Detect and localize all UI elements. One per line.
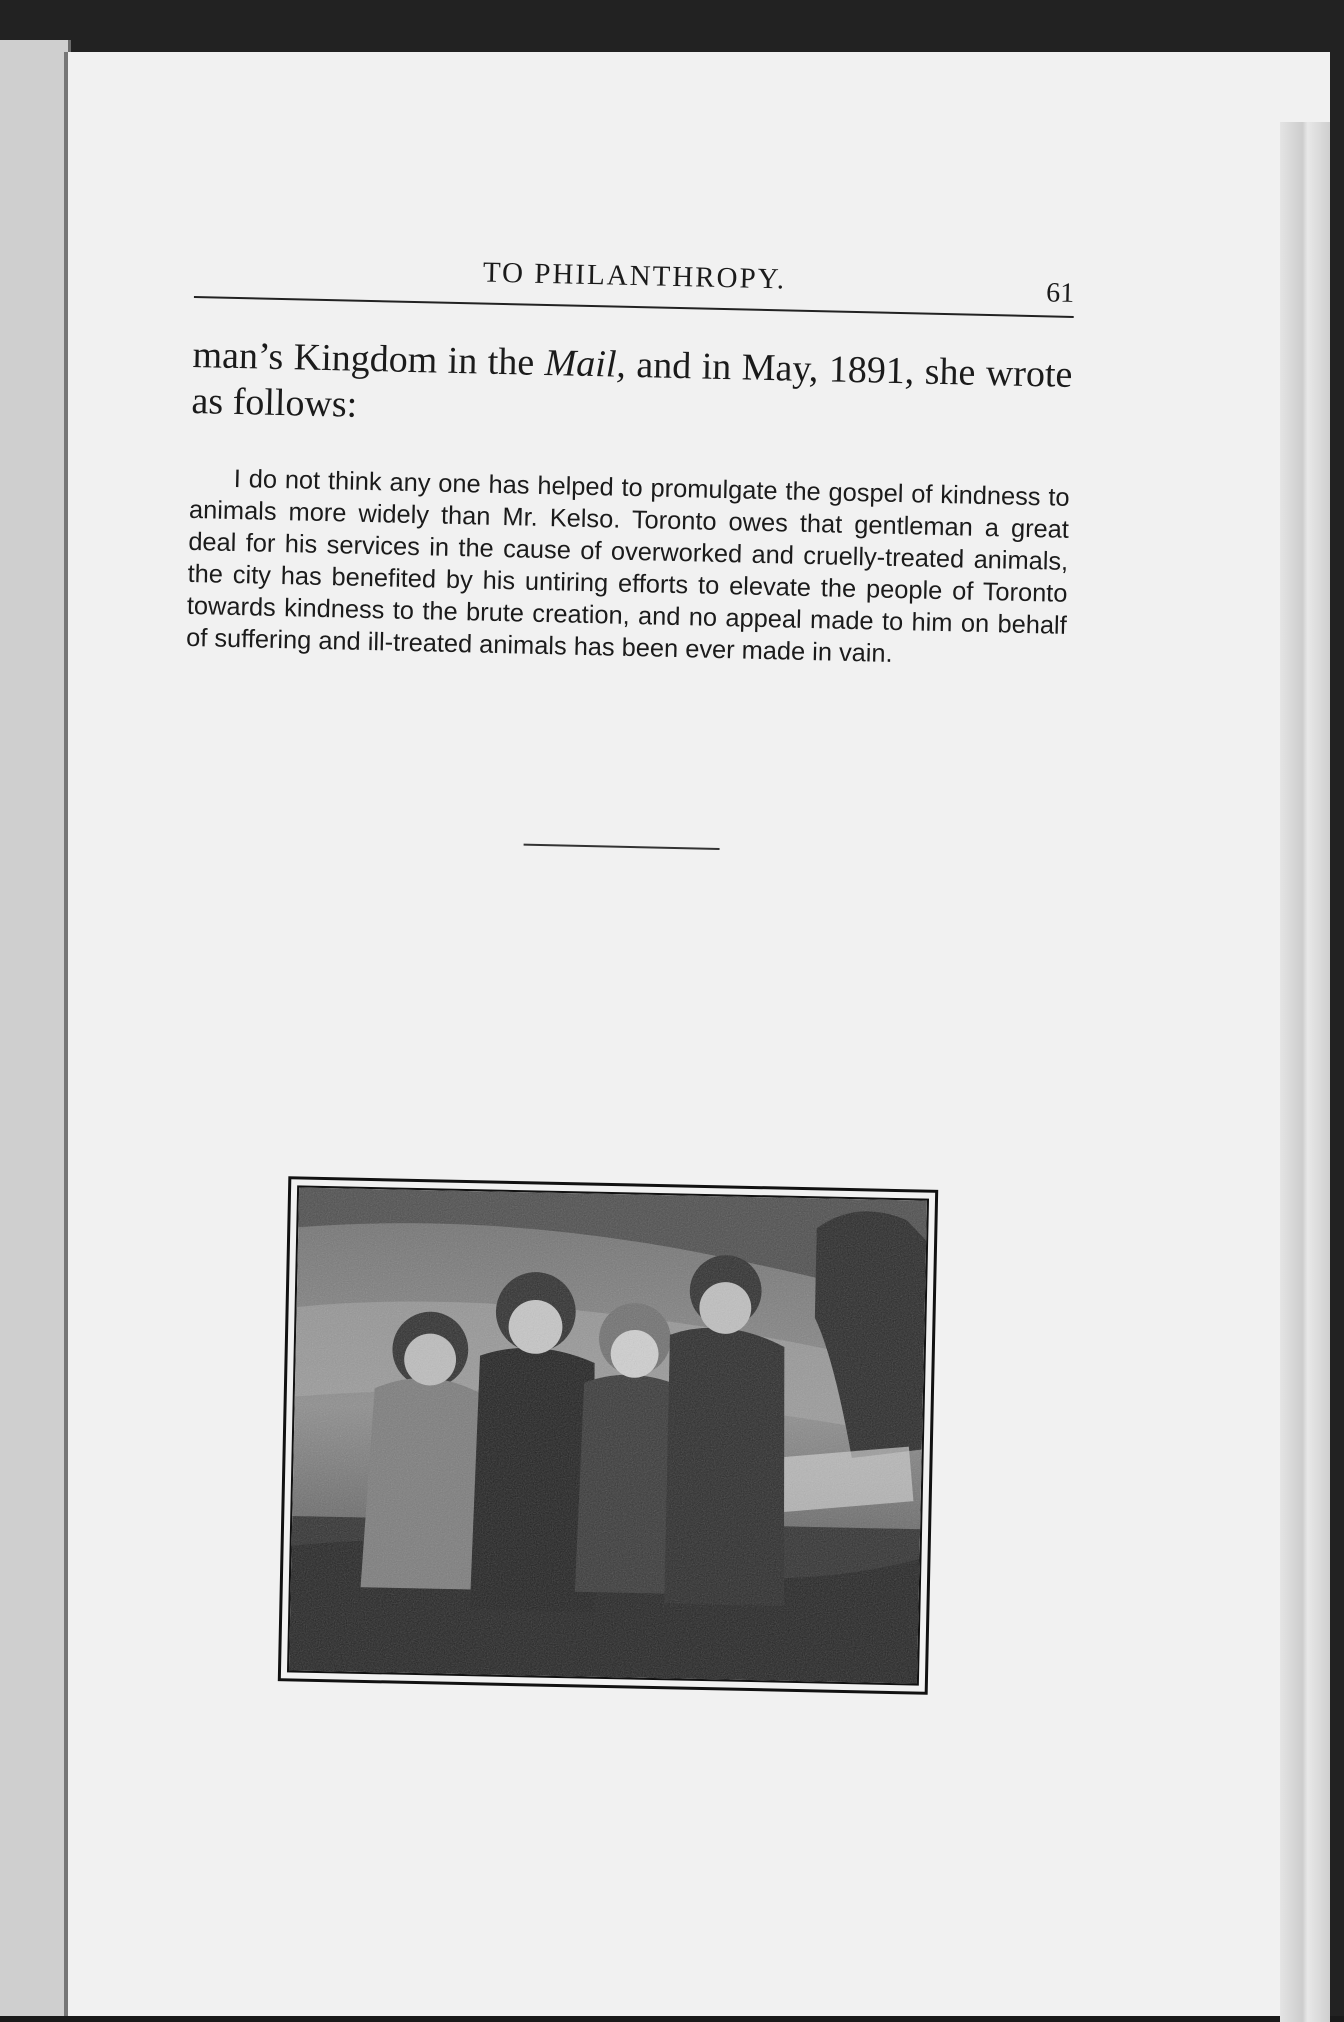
photo-frame <box>278 1176 938 1695</box>
intro-text-after: and in May, 1891, she wrote as follows: <box>191 343 1073 426</box>
running-title: TO PHILANTHROPY. <box>482 256 787 296</box>
page-fore-edge <box>1280 122 1330 2022</box>
intro-emphasis: Mail, <box>544 341 627 386</box>
facing-page-edge <box>0 40 71 2016</box>
intro-paragraph <box>191 332 1073 444</box>
photograph-image <box>289 1187 927 1683</box>
children-photograph <box>287 1185 929 1685</box>
block-quote: I do not think any one has helped to promulgate the gospel of kindness to animals more widely than Mr. Kelso. Toronto owes that gentleman a great deal for his services in the cause of overworked and cruelly-treated animals, the city has benefited by his untiring efforts to elevate the people of Toronto towards kindness to the brute creation, and no appeal made to him on behalf of suffering and ill-treated animals has been ever made in vain. <box>185 464 1070 668</box>
page-content <box>182 250 1075 858</box>
page-number: 61 <box>1045 277 1075 309</box>
intro-text-before: man’s Kingdom in the <box>192 333 546 384</box>
